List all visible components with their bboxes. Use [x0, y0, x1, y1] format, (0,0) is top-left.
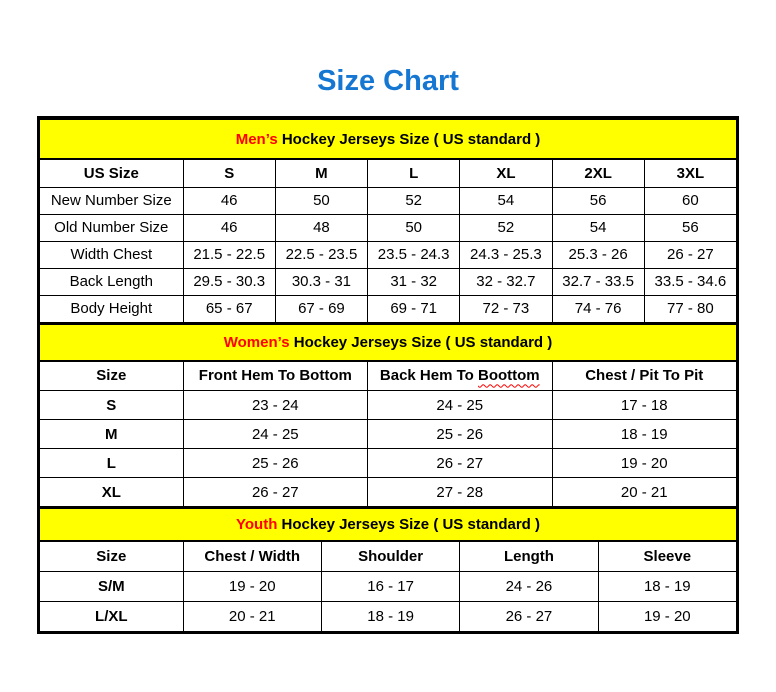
- mens-table-row: [40, 241, 737, 268]
- row-label: Body Height: [40, 295, 184, 322]
- mens-table-row: [40, 268, 737, 295]
- youth-band-row: [40, 508, 737, 541]
- youth-band-title: Youth Hockey Jerseys Size ( US standard ): [40, 508, 737, 541]
- value-cell: 18 - 19: [552, 420, 736, 449]
- value-cell: 20 - 21: [552, 478, 736, 507]
- value-cell: 46: [183, 187, 275, 214]
- youth-band-accent: Youth: [236, 516, 278, 533]
- mens-table-row: [40, 214, 737, 241]
- value-cell: 50: [275, 187, 367, 214]
- row-label: XL: [40, 478, 184, 507]
- value-cell: 27 - 28: [368, 478, 552, 507]
- mens-table-row: [40, 187, 737, 214]
- row-label: M: [40, 420, 184, 449]
- womens-table-row: [40, 420, 737, 449]
- value-cell: 17 - 18: [552, 391, 736, 420]
- value-cell: 69 - 71: [368, 295, 460, 322]
- value-cell: 77 - 80: [644, 295, 736, 322]
- value-cell: 25.3 - 26: [552, 241, 644, 268]
- womens-column-header: Chest / Pit To Pit: [552, 361, 736, 391]
- mens-band-row: [40, 119, 737, 159]
- womens-column-header: Size: [40, 361, 184, 391]
- value-cell: 20 - 21: [183, 601, 321, 631]
- value-cell: 32 - 32.7: [460, 268, 552, 295]
- value-cell: 24.3 - 25.3: [460, 241, 552, 268]
- row-label: S: [40, 391, 184, 420]
- page-title: Size Chart: [317, 65, 459, 97]
- mens-header-row: [40, 159, 737, 187]
- value-cell: 56: [552, 187, 644, 214]
- youth-column-header: Chest / Width: [183, 541, 321, 571]
- womens-table-row: [40, 449, 737, 478]
- value-cell: 26 - 27: [368, 449, 552, 478]
- value-cell: 74 - 76: [552, 295, 644, 322]
- value-cell: 24 - 25: [368, 391, 552, 420]
- mens-table-row: [40, 295, 737, 322]
- mens-band-title: Men’s Hockey Jerseys Size ( US standard ): [40, 119, 737, 159]
- row-label: S/M: [40, 571, 184, 601]
- womens-column-header: Front Hem To Bottom: [183, 361, 367, 391]
- value-cell: 52: [368, 187, 460, 214]
- youth-table-row: [40, 571, 737, 601]
- youth-column-header: Shoulder: [321, 541, 459, 571]
- value-cell: 65 - 67: [183, 295, 275, 322]
- mens-column-header: L: [368, 159, 460, 187]
- value-cell: 72 - 73: [460, 295, 552, 322]
- womens-band-row: [40, 324, 737, 361]
- row-label: New Number Size: [40, 187, 184, 214]
- value-cell: 24 - 25: [183, 420, 367, 449]
- value-cell: 48: [275, 214, 367, 241]
- value-cell: 23.5 - 24.3: [368, 241, 460, 268]
- womens-table-row: [40, 478, 737, 507]
- value-cell: 54: [552, 214, 644, 241]
- value-cell: 23 - 24: [183, 391, 367, 420]
- womens-size-table: [39, 323, 737, 508]
- value-cell: 30.3 - 31: [275, 268, 367, 295]
- youth-size-table: [39, 507, 737, 632]
- value-cell: 46: [183, 214, 275, 241]
- value-cell: 50: [368, 214, 460, 241]
- value-cell: 24 - 26: [460, 571, 598, 601]
- value-cell: 16 - 17: [321, 571, 459, 601]
- value-cell: 19 - 20: [552, 449, 736, 478]
- value-cell: 31 - 32: [368, 268, 460, 295]
- value-cell: 18 - 19: [598, 571, 736, 601]
- youth-header-row: [40, 541, 737, 571]
- row-label: Width Chest: [40, 241, 184, 268]
- misspelled-word: Boottom: [478, 367, 540, 385]
- value-cell: 19 - 20: [183, 571, 321, 601]
- womens-header-row: [40, 361, 737, 391]
- value-cell: 25 - 26: [368, 420, 552, 449]
- youth-column-header: Length: [460, 541, 598, 571]
- womens-column-header: Back Hem To Boottom: [368, 361, 552, 391]
- youth-column-header: Size: [40, 541, 184, 571]
- value-cell: 26 - 27: [460, 601, 598, 631]
- mens-column-header: 2XL: [552, 159, 644, 187]
- value-cell: 21.5 - 22.5: [183, 241, 275, 268]
- value-cell: 54: [460, 187, 552, 214]
- youth-table-row: [40, 601, 737, 631]
- row-label: L/XL: [40, 601, 184, 631]
- row-label: Old Number Size: [40, 214, 184, 241]
- row-label: Back Length: [40, 268, 184, 295]
- value-cell: 60: [644, 187, 736, 214]
- mens-band-accent: Men’s: [235, 130, 278, 148]
- mens-size-table: [39, 118, 737, 323]
- value-cell: 52: [460, 214, 552, 241]
- value-cell: 26 - 27: [183, 478, 367, 507]
- womens-band-title: Women’s Hockey Jerseys Size ( US standard ): [40, 324, 737, 361]
- value-cell: 67 - 69: [275, 295, 367, 322]
- mens-column-header: 3XL: [644, 159, 736, 187]
- mens-column-header: S: [183, 159, 275, 187]
- value-cell: 18 - 19: [321, 601, 459, 631]
- value-cell: 33.5 - 34.6: [644, 268, 736, 295]
- womens-band-accent: Women’s: [223, 333, 290, 351]
- womens-table-row: [40, 391, 737, 420]
- row-label: L: [40, 449, 184, 478]
- mens-column-header: XL: [460, 159, 552, 187]
- mens-column-header: M: [275, 159, 367, 187]
- value-cell: 22.5 - 23.5: [275, 241, 367, 268]
- value-cell: 29.5 - 30.3: [183, 268, 275, 295]
- youth-column-header: Sleeve: [598, 541, 736, 571]
- mens-column-header: US Size: [40, 159, 184, 187]
- value-cell: 32.7 - 33.5: [552, 268, 644, 295]
- size-tables: [37, 116, 739, 634]
- value-cell: 26 - 27: [644, 241, 736, 268]
- value-cell: 19 - 20: [598, 601, 736, 631]
- value-cell: 25 - 26: [183, 449, 367, 478]
- value-cell: 56: [644, 214, 736, 241]
